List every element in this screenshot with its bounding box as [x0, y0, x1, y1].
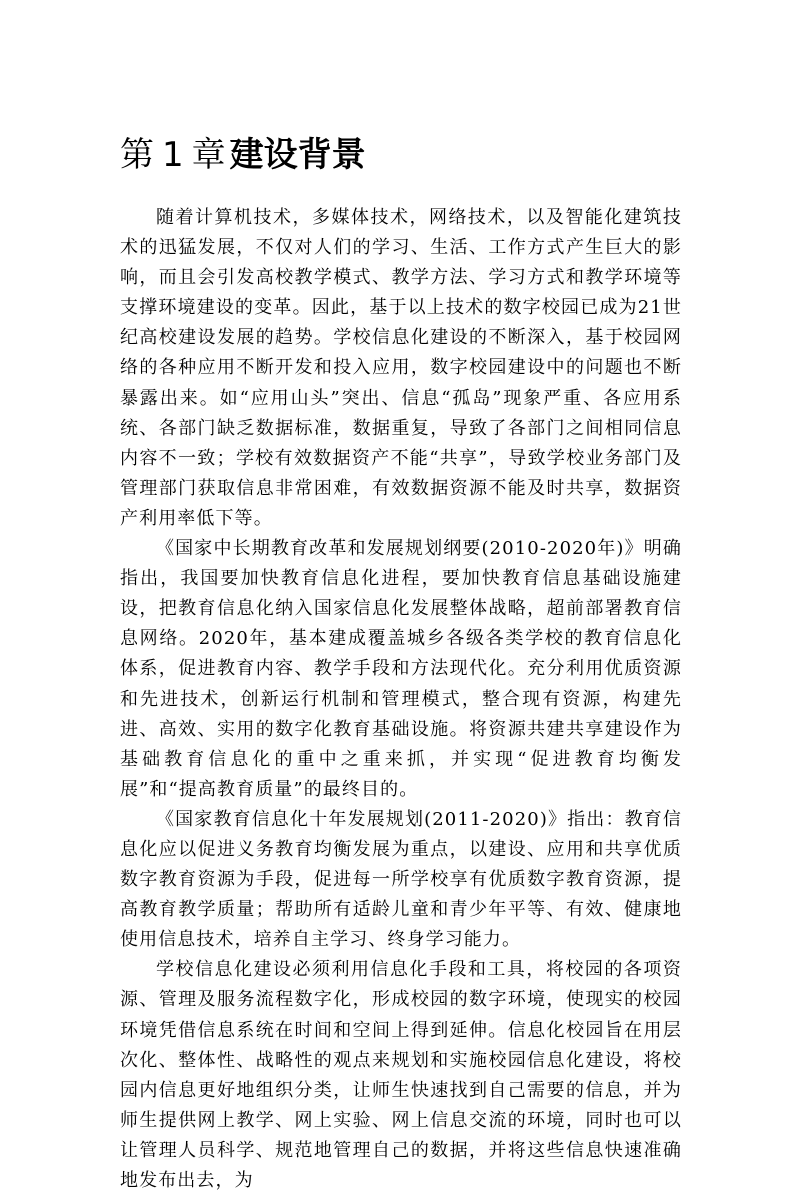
paragraph-informatization-plan-2011-2020: 《国家教育信息化十年发展规划(2011-2020)》指出：教育信息化应以促进义务教育均衡发展为重点，以建设、应用和共享优质数字教育资源为手段，促进每一所学校享有优质数字教育资源，提高教育教学质量；帮助所有适龄儿童和青少年平等、有效、健康地使用信息技术，培养自主学习、终身学习能力。: [120, 808, 682, 951]
chapter-suffix: 章: [191, 135, 226, 175]
chapter-prefix: 第: [120, 135, 154, 175]
chapter-title: 建设背景: [229, 135, 366, 175]
chapter-number: 1: [162, 135, 184, 175]
body-text: [120, 203, 682, 1196]
paragraph-background: 随着计算机技术，多媒体技术，网络技术，以及智能化建筑技术的迅猛发展，不仅对人们的学习、生活、工作方式产生巨大的影响，而且会引发高校教学模式、教学方法、学习方式和教学环境等支撑环境建设的变革。因此，基于以上技术的数字校园已成为21世纪高校建设发展的趋势。学校信息化建设的不断深入，基于校园网络的各种应用不断开发和投入应用，数字校园建设中的问题也不断暴露出来。如“应用山头”突出、信息“孤岛”现象严重、各应用系统、各部门缺乏数据标准，数据重复，导致了各部门之间相同信息内容不一致；学校有效数据资产不能“共享”，导致学校业务部门及管理部门获取信息非常困难，有效数据资源不能及时共享，数据资产利用率低下等。: [120, 207, 682, 529]
chapter-heading: [120, 133, 366, 177]
paragraph-school-informatization: 学校信息化建设必须利用信息化手段和工具，将校园的各项资源、管理及服务流程数字化，形成校园的数字环境，使现实的校园环境凭借信息系统在时间和空间上得到延伸。信息化校园旨在用层次化、整体性、战略性的观点来规划和实施校园信息化建设，将校园内信息更好地组织分类，让师生快速找到自己需要的信息，并为师生提供网上教学、网上实验、网上信息交流的环境，同时也可以让管理人员科学、规范地管理自己的数据，并将这些信息快速准确地发布出去，为: [120, 959, 682, 1191]
paragraph-national-plan-2010-2020: 《国家中长期教育改革和发展规划纲要(2010-2020年)》明确指出，我国要加快教育信息化进程，要加快教育信息基础设施建设，把教育信息化纳入国家信息化发展整体战略，超前部署教育信息网络。2020年，基本建成覆盖城乡各级各类学校的教育信息化体系，促进教育内容、教学手段和方法现代化。充分利用优质资源和先进技术，创新运行机制和管理模式，整合现有资源，构建先进、高效、实用的数字化教育基础设施。将资源共建共享建设作为基础教育信息化的重中之重来抓，并实现“促进教育均衡发展”和“提高教育质量”的最终目的。: [120, 538, 682, 800]
